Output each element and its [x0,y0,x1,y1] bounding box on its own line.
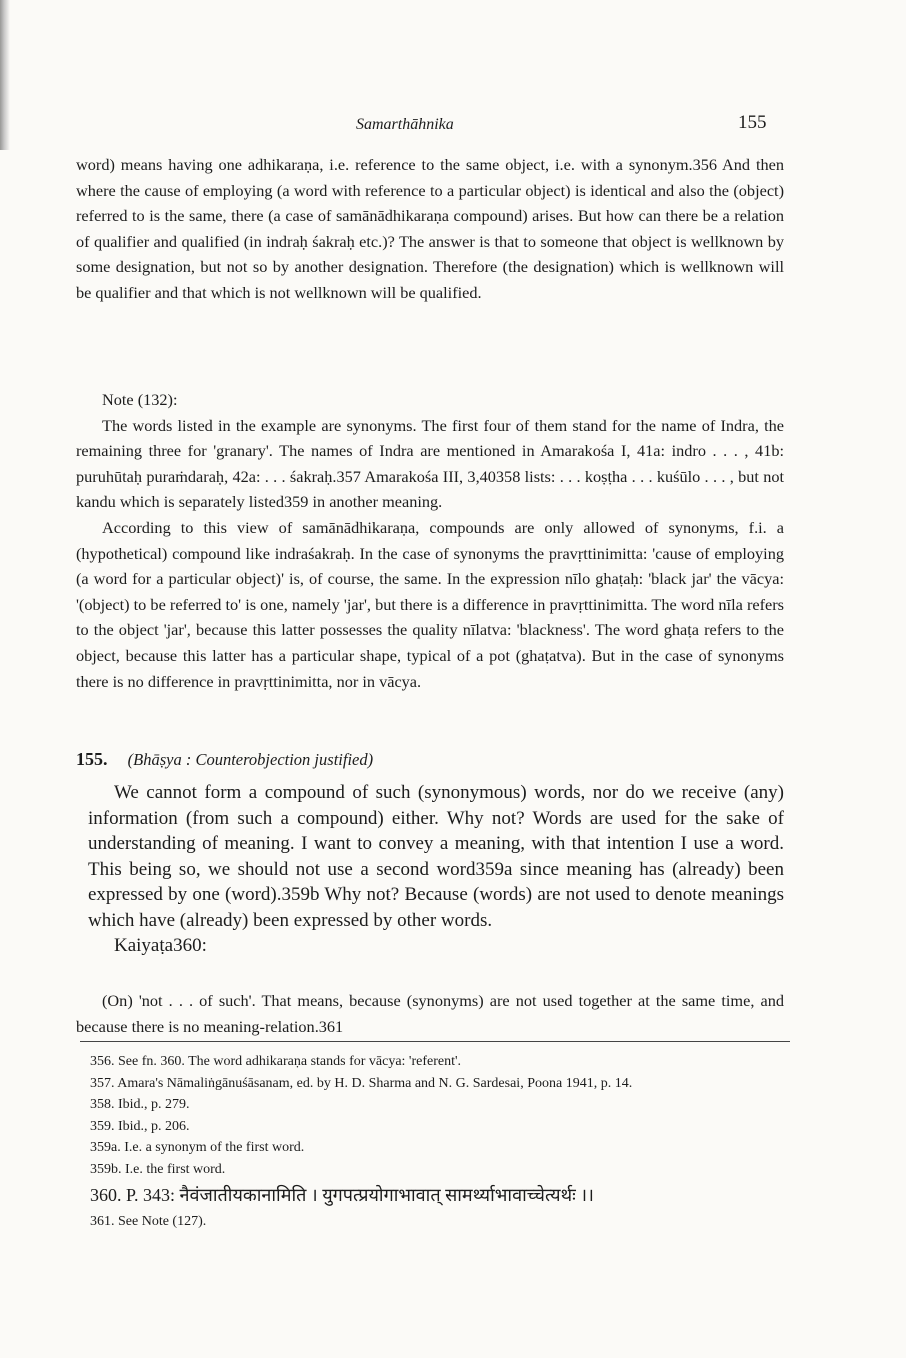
paragraph-5: (On) 'not . . . of such'. That means, because (synonyms) are not used together at the same time, and because there is no meaning-relation.361 [76,991,784,1036]
page-number: 155 [738,112,767,133]
kaiyata-commentary [76,988,784,1039]
footnote-361: 361. See Note (127). [90,1214,207,1229]
page-header [0,112,906,140]
section-title: (Bhāṣya : Counterobjection justified) [127,750,374,769]
footnote-356: 356. See fn. 360. The word adhikaraṇa stands for vācya: 'referent'. [90,1054,461,1069]
footnote-359: 359. Ibid., p. 206. [90,1118,190,1134]
footnotes [90,1051,790,1233]
footnote-359a: 359a. I.e. a synonym of the first word. [90,1140,305,1155]
paragraph-2: The words listed in the example are synonyms. The first four of them stand for the name of Indra, the remaining three for 'granary'. The names of Indra are mentioned in Amarakośa I, 41a: indro . . . , 41b: puruhūtaḥ puraṁdaraḥ, 42a: . . . śakraḥ.357 Amarakośa III, 3,40358 lists: . . . koṣṭha . . . kuśūlo . . . , but not kandu which is separately listed359 in another meaning. [76,415,784,512]
footnote-360: 360. P. 343: नैवंजातीयकानामिति । युगपत्प्रयोगाभावात् सामर्थ्याभावाच्चेत्यर्थः ।। [90,1185,594,1205]
paragraph-4: We cannot form a compound of such (synonymous) words, nor do we receive (any) information (from such a compound) either. Why not? Words are used for the sake of understanding of meaning. I want to convey a meaning, with that intention I use a word. This being so, we should not use a second word359a since meaning has (already) been expressed by one (word).359b Why not? Because (words) are not used to denote meanings which have (already) been expressed by other words. [88,782,784,931]
running-title: Samarthāhnika [356,116,454,133]
section-heading [76,749,784,770]
paragraph-1: word) means having one adhikaraṇa, i.e. reference to the same object, i.e. with a synonym.356 And then where the cause of employing (a word with reference to a particular object) is identical and also the (object) referred to is the same, there (a case of samānādhikaraṇa compound) arises. But how can there be a relation of qualifier and qualified (in indraḥ śakraḥ etc.)? The answer is that to someone that object is wellknown by some designation, but not so by another designation. Therefore (the designation) which is wellknown will be qualifier and that which is not wellknown will be qualified. [76,155,784,302]
footnote-rule [80,1041,790,1042]
note-label: Note (132): [102,390,178,409]
paragraph-3: According to this view of samānādhikaraṇa, compounds are only allowed of synonyms, f.i. a (hypothetical) compound like indraśakraḥ. In the case of synonyms the pravṛttinimitta: 'cause of employing (a word for a particular object)' is, of course, the same. In the expression nīlo ghaṭaḥ: 'black jar' the vācya: '(object) to be referred to' is one, namely 'jar', but there is a difference in pravṛttinimitta. The word nīla refers to the object 'jar', because this latter possesses the quality nīlatva: 'blackness'. The word ghaṭa refers to the object, because this latter has a particular shape, typical of a pot (ghaṭatva). But in the case of synonyms there is no difference in pravṛttinimitta, nor in vācya. [76,517,784,691]
section-number: 155. [76,749,108,769]
paragraph-samanadhikarana-explanation [76,152,784,306]
footnote-359b: 359b. I.e. the first word. [90,1161,226,1177]
footnote-358: 358. Ibid., p. 279. [90,1097,190,1112]
footnote-357: 357. Amara's Nāmaliṅgānuśāsanam, ed. by H. D. Sharma and N. G. Sardesai, Poona 1941, p. 14. [90,1075,633,1091]
note-132 [76,387,784,694]
bhasya-translation [88,780,784,959]
kaiyata-label: Kaiyaṭa360: [114,935,207,956]
